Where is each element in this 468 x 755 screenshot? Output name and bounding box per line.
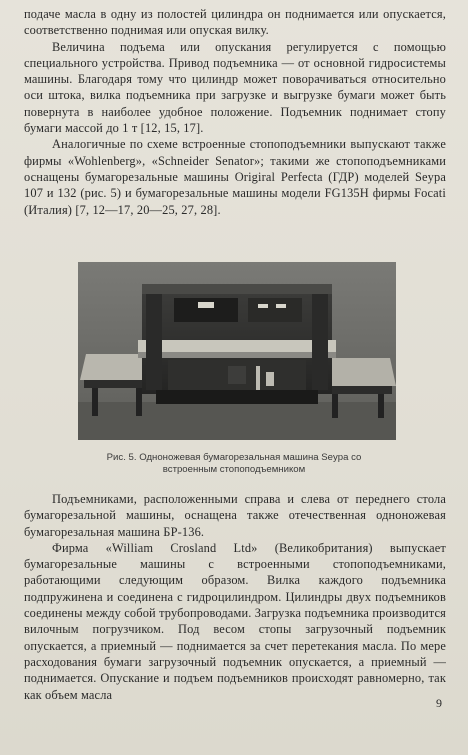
paragraph: Фирма «William Crosland Ltd» (Великобритания) выпускает бумагорезальные машины с встроенными стопоподъемниками, работающими следующим образом. Вилка каждого подъемника подпружинена и соединена с гидроцилиндром. Цилиндры двух подъемников соединены между собой трубопроводами. Загрузка подъемника производится вилочным погрузчиком. Под весом стопы загрузочный подъемник опускается, а приемный — поднимается за счет перетекания масла. По мере расходования бумаги загрузочный подъемник опускается, а приемный — поднимается. Опускание и подъем подъемников происходят равномерно, так как объем масла bbox=[24, 540, 446, 702]
page-number: 9 bbox=[436, 696, 442, 710]
paragraph: подаче масла в одну из полостей цилиндра он поднимается или опускается, соответственно поднимая или опуская вилку. bbox=[24, 7, 446, 38]
paragraph: Подъемниками, расположенными справа и слева от переднего стола бумагорезальной машины, оснащена также отечественная одноножевая бумагорезальная машина БР-136. bbox=[24, 492, 446, 539]
paragraph: Аналогичные по схеме встроенные стопоподъемники выпускают также фирмы «Wohlenberg», «Schneider Senator»; такими же стопоподъемниками оснащены бумагорезальные машины Origiral Perfecta (ГДР) моделей Seypa 107 и 132 (рис. 5) и бумагорезальные машины модели FG135H фирмы Focati (Италия) [7, 12—17, 20—25, 27, 28]. bbox=[24, 137, 446, 217]
paragraph: Величина подъема или опускания регулируется с помощью специального устройства. Привод подъемника — от основной гидросистемы машины. Благодаря тому что цилиндр может поворачиваться относительно оси штока, вилка подъемника при загрузке и выгрузке бумаги может быть повернута в наиболее удобное положение. Подъемник поднимает стопу бумаги массой до 1 т [12, 15, 17]. bbox=[24, 39, 446, 136]
paper-cutting-machine-illustration bbox=[78, 262, 396, 440]
caption-line: встроенным стопоподъемником bbox=[162, 464, 306, 475]
caption-line: Рис. 5. Одноножевая бумагорезальная машина Seypa со bbox=[106, 452, 362, 463]
machine-photo bbox=[78, 262, 396, 440]
top-text-block bbox=[24, 6, 446, 218]
bottom-text-block bbox=[24, 491, 446, 703]
figure-caption bbox=[60, 452, 408, 476]
